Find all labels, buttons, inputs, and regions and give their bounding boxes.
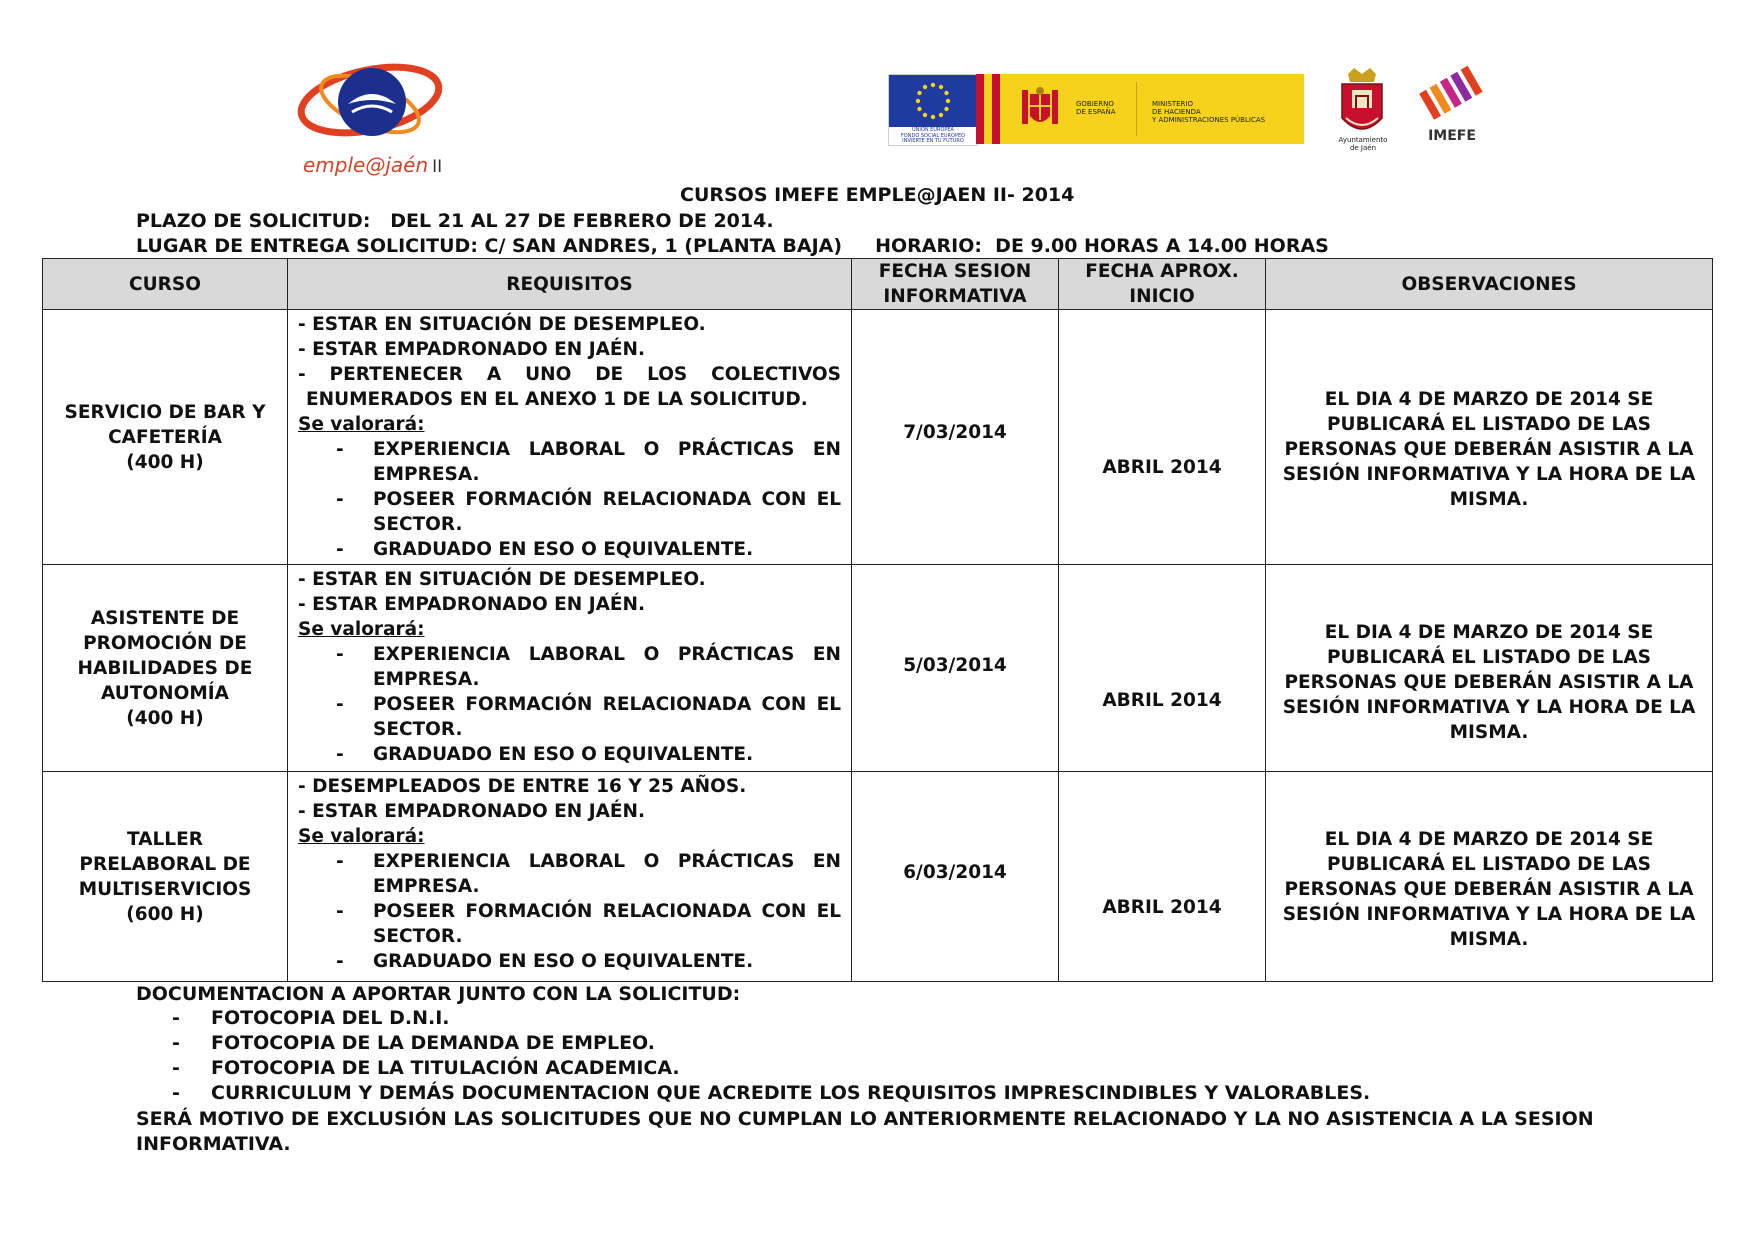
- doc-item: FOTOCOPIA DEL D.N.I.: [211, 1007, 450, 1029]
- curso-name: SERVICIO DE BAR Y CAFETERÍA (400 H): [64, 401, 266, 473]
- valorable-item: - GRADUADO EN ESO O EQUIVALENTE.: [336, 744, 754, 765]
- requisito-item: - ESTAR EMPADRONADO EN JAÉN.: [298, 339, 646, 360]
- valorable-item: - EXPERIENCIA LABORAL O PRÁCTICAS EN EMPRESA.: [336, 851, 841, 897]
- fecha-sesion-cell: [852, 772, 1059, 982]
- doc-item-dash: -: [172, 1032, 180, 1054]
- gobierno-logo: [976, 74, 1304, 144]
- fecha-inicio-cell: [1059, 310, 1266, 565]
- fecha-sesion-cell: [852, 310, 1059, 565]
- header-observaciones: OBSERVACIONES: [1266, 259, 1713, 310]
- doc-item: CURRICULUM Y DEMÁS DOCUMENTACION QUE ACREDITE LOS REQUISITOS IMPRESCINDIBLES Y VALORABLES.: [211, 1082, 1371, 1104]
- fecha-sesion-cell: [852, 565, 1059, 772]
- requisito-item: - ESTAR EMPADRONADO EN JAÉN.: [298, 801, 646, 822]
- documentacion-title: DOCUMENTACION A APORTAR JUNTO CON LA SOLICITUD:: [136, 983, 741, 1005]
- eu-flag-icon: [889, 75, 977, 127]
- curso-name: TALLER PRELABORAL DE MULTISERVICIOS (600 H): [78, 828, 252, 925]
- plazo-solicitud: PLAZO DE SOLICITUD: DEL 21 AL 27 DE FEBRERO DE 2014.: [136, 210, 774, 232]
- page-title: CURSOS IMEFE EMPLE@JAEN II- 2014: [680, 184, 1075, 206]
- ayuntamiento-text: Ayuntamiento de Jaén: [1338, 136, 1388, 152]
- header-requisitos: REQUISITOS: [288, 259, 852, 310]
- fecha-inicio: ABRIL 2014: [1102, 457, 1222, 478]
- table-row: [43, 772, 1713, 982]
- fecha-inicio: ABRIL 2014: [1102, 897, 1222, 918]
- curso-cell: [43, 310, 288, 565]
- doc-item: FOTOCOPIA DE LA TITULACIÓN ACADEMICA.: [211, 1057, 680, 1079]
- valorable-item: - POSEER FORMACIÓN RELACIONADA CON EL SECTOR.: [336, 901, 841, 947]
- valorable-item: - EXPERIENCIA LABORAL O PRÁCTICAS EN EMPRESA.: [336, 644, 841, 690]
- valorable-item: - EXPERIENCIA LABORAL O PRÁCTICAS EN EMPRESA.: [336, 439, 841, 485]
- valorable-item: - GRADUADO EN ESO O EQUIVALENTE.: [336, 951, 754, 972]
- observaciones-text: EL DIA 4 DE MARZO DE 2014 SE PUBLICARÁ EL LISTADO DE LAS PERSONAS QUE DEBERÁN ASISTIR A LA SESIÓN INFORMATIVA Y LA HORA DE LA MISMA.: [1282, 829, 1696, 950]
- eu-logo: [888, 74, 978, 146]
- table-header-row: [43, 259, 1713, 310]
- gobierno-text: GOBIERNO DE ESPAÑA: [1076, 100, 1116, 116]
- table-row: [43, 310, 1713, 565]
- doc-item-dash: -: [172, 1007, 180, 1029]
- observaciones-text: EL DIA 4 DE MARZO DE 2014 SE PUBLICARÁ EL LISTADO DE LAS PERSONAS QUE DEBERÁN ASISTIR A LA SESIÓN INFORMATIVA Y LA HORA DE LA MISMA.: [1282, 622, 1696, 743]
- spain-coat-of-arms-icon: [1016, 86, 1064, 132]
- requisitos-cell: [288, 310, 852, 565]
- fecha-inicio-cell: [1059, 565, 1266, 772]
- requisito-item: - DESEMPLEADOS DE ENTRE 16 Y 25 AÑOS.: [298, 776, 747, 797]
- fecha-inicio: ABRIL 2014: [1102, 690, 1222, 711]
- ministerio-text: MINISTERIO DE HACIENDA Y ADMINISTRACIONES PÚBLICAS: [1152, 100, 1266, 124]
- requisitos-cell: [288, 772, 852, 982]
- observaciones-text: EL DIA 4 DE MARZO DE 2014 SE PUBLICARÁ EL LISTADO DE LAS PERSONAS QUE DEBERÁN ASISTIR A LA SESIÓN INFORMATIVA Y LA HORA DE LA MISMA.: [1282, 389, 1696, 510]
- fecha-sesion: 6/03/2014: [903, 862, 1007, 883]
- emple-jaen-logo-text: emple@jaén II: [303, 153, 443, 177]
- exclusion-note: SERÁ MOTIVO DE EXCLUSIÓN LAS SOLICITUDES QUE NO CUMPLAN LO ANTERIORMENTE RELACIONADO Y LA NO ASISTENCIA A LA SESION INFORMATIVA.: [136, 1108, 1594, 1155]
- eu-caption: UNIÓN EUROPEA FONDO SOCIAL EUROPEO INVIERTE EN TU FUTURO: [900, 127, 966, 144]
- requisito-item: - PERTENECER A UNO DE LOS COLECTIVOS: [298, 364, 841, 385]
- observaciones-cell: [1266, 772, 1713, 982]
- lugar-entrega: LUGAR DE ENTREGA SOLICITUD: C/ SAN ANDRES, 1 (PLANTA BAJA) HORARIO: DE 9.00 HORAS A 14.00 HORAS: [136, 235, 1329, 257]
- observaciones-cell: [1266, 310, 1713, 565]
- valorable-item: - POSEER FORMACIÓN RELACIONADA CON EL SECTOR.: [336, 694, 841, 740]
- header-curso: CURSO: [43, 259, 288, 310]
- requisito-item: - ESTAR EN SITUACIÓN DE DESEMPLEO.: [298, 569, 706, 590]
- se-valorara-label: Se valorará:: [298, 826, 425, 847]
- requisito-item: - ESTAR EN SITUACIÓN DE DESEMPLEO.: [298, 314, 706, 335]
- header-fecha-sesion: FECHA SESION INFORMATIVA: [852, 259, 1059, 310]
- imefe-text: IMEFE: [1428, 128, 1476, 144]
- observaciones-cell: [1266, 565, 1713, 772]
- requisito-item: - ESTAR EMPADRONADO EN JAÉN.: [298, 594, 646, 615]
- imefe-logo-icon: [1414, 64, 1488, 126]
- se-valorara-label: Se valorará:: [298, 619, 425, 640]
- requisito-item: ENUMERADOS EN EL ANEXO 1 DE LA SOLICITUD.: [306, 389, 808, 410]
- fecha-inicio-cell: [1059, 772, 1266, 982]
- doc-item: FOTOCOPIA DE LA DEMANDA DE EMPLEO.: [211, 1032, 656, 1054]
- curso-name: ASISTENTE DE PROMOCIÓN DE HABILIDADES DE AUTONOMÍA (400 H): [77, 607, 253, 729]
- header-fecha-inicio: FECHA APROX. INICIO: [1059, 259, 1266, 310]
- cursos-table: [42, 258, 1713, 982]
- valorable-item: - POSEER FORMACIÓN RELACIONADA CON EL SECTOR.: [336, 489, 841, 535]
- doc-item-dash: -: [172, 1082, 180, 1104]
- table-row: [43, 565, 1713, 772]
- curso-cell: [43, 772, 288, 982]
- fecha-sesion: 7/03/2014: [903, 422, 1007, 443]
- fecha-sesion: 5/03/2014: [903, 655, 1007, 676]
- requisitos-cell: [288, 565, 852, 772]
- valorable-item: - GRADUADO EN ESO O EQUIVALENTE.: [336, 539, 754, 560]
- curso-cell: [43, 565, 288, 772]
- se-valorara-label: Se valorará:: [298, 414, 425, 435]
- doc-item-dash: -: [172, 1057, 180, 1079]
